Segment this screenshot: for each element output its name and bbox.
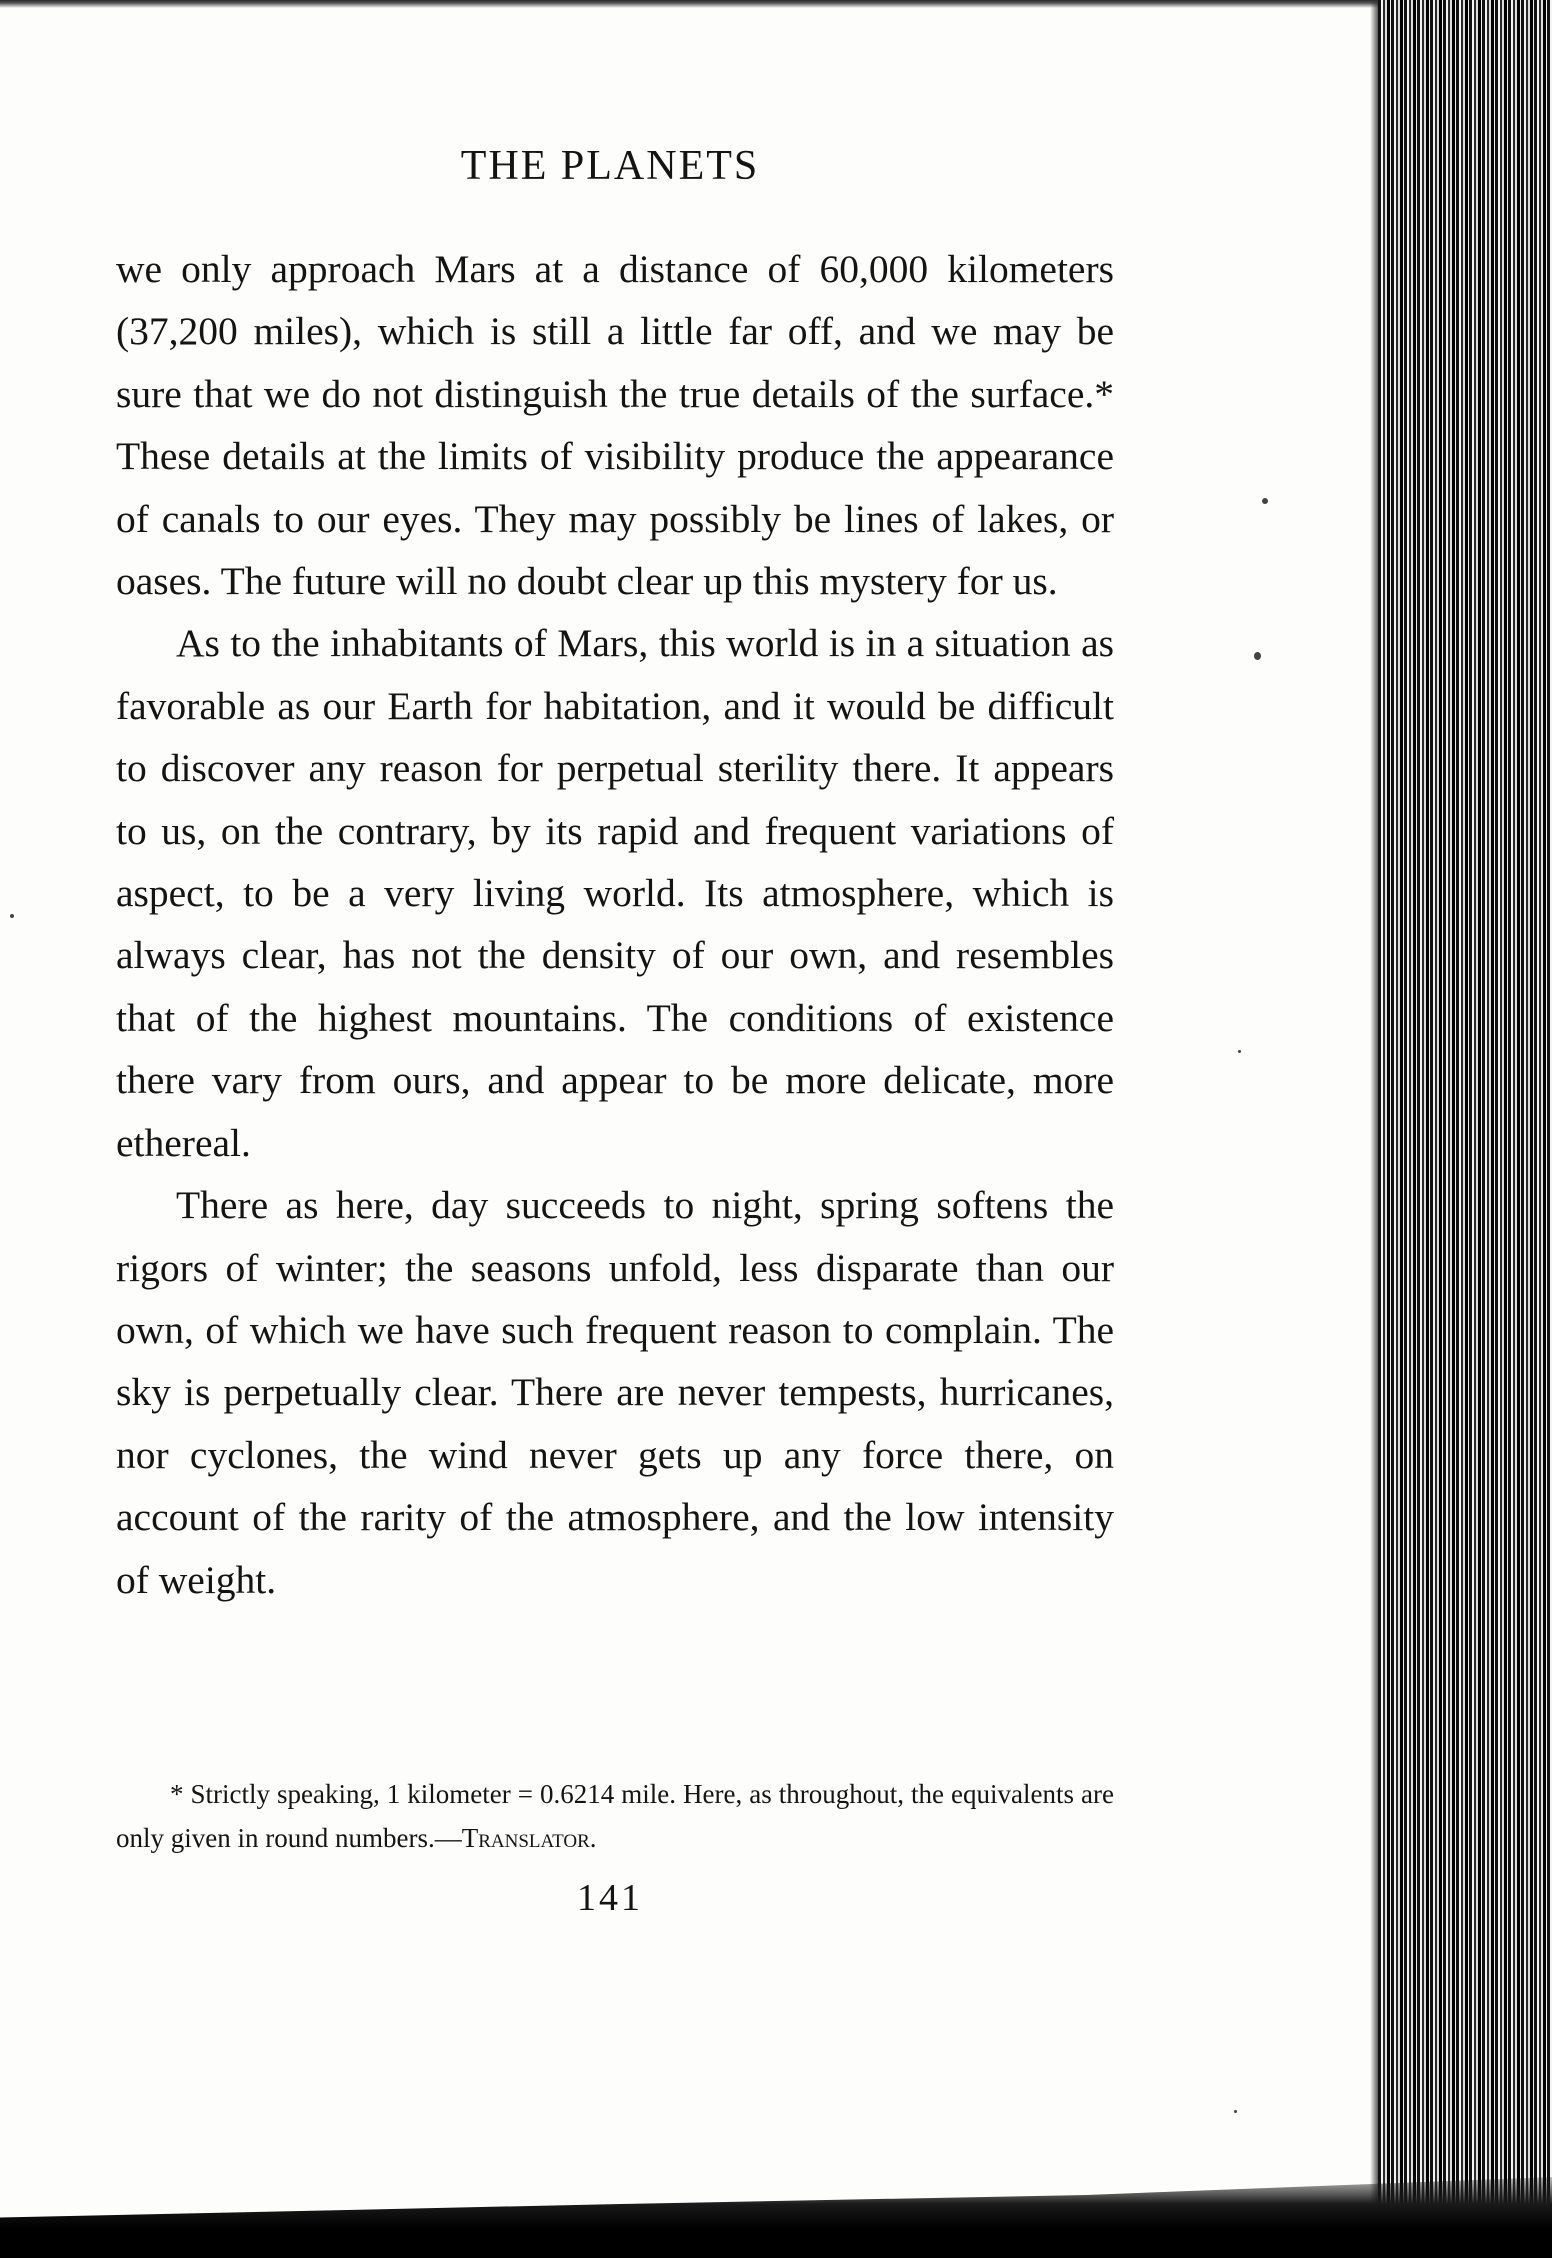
footnote-text: * Strictly speaking, 1 kilometer = 0.6214 mile. Here, as throughout, the equivalents are only given in round numbers.— <box>116 1779 1114 1853</box>
footnote <box>116 1772 1114 1860</box>
page-top-edge <box>0 0 1390 8</box>
footnote-attribution: Translator. <box>461 1823 597 1853</box>
page-number: 141 <box>577 1877 643 1919</box>
scan-speck <box>1234 2110 1237 2113</box>
page-bottom-edge <box>0 2168 1552 2258</box>
body-text <box>116 238 1114 1611</box>
scan-speck <box>10 914 14 918</box>
scan-speck <box>1262 498 1268 504</box>
paragraph-2: As to the inhabitants of Mars, this world is in a situation as favorable as our Earth for habitation, and it would be difficult to discover any reason for perpetual sterility there. It appears to us, on the contrary, by its rapid and frequent variations of aspect, to be a very living world. Its atmosphere, which is always clear, has not the density of our own, and resembles that of the highest mountains. The conditions of existence there vary from ours, and appear to be more delicate, more ethereal. <box>116 621 1114 1165</box>
running-head: THE PLANETS <box>460 143 760 189</box>
book-spine-page-edges <box>1378 0 1552 2258</box>
paragraph-1: we only approach Mars at a distance of 60,000 kilometers (37,200 miles), which is still a little far off, and we may be sure that we do not distinguish the true details of the surface.* These details at the limits of visibility produce the appearance of canals to our eyes. They may possibly be lines of lakes, or oases. The future will no doubt clear up this mystery for us. <box>116 247 1114 604</box>
scan-speck <box>1254 652 1261 660</box>
scan-speck <box>1238 1050 1241 1053</box>
paragraph-3: There as here, day succeeds to night, spring softens the rigors of winter; the seasons unfold, less disparate than our own, of which we have such frequent reason to complain. The sky is perpetually clear. There are never tempests, hurricanes, nor cyclones, the wind never gets up any force there, on account of the rarity of the atmosphere, and the low intensity of weight. <box>116 1183 1114 1602</box>
